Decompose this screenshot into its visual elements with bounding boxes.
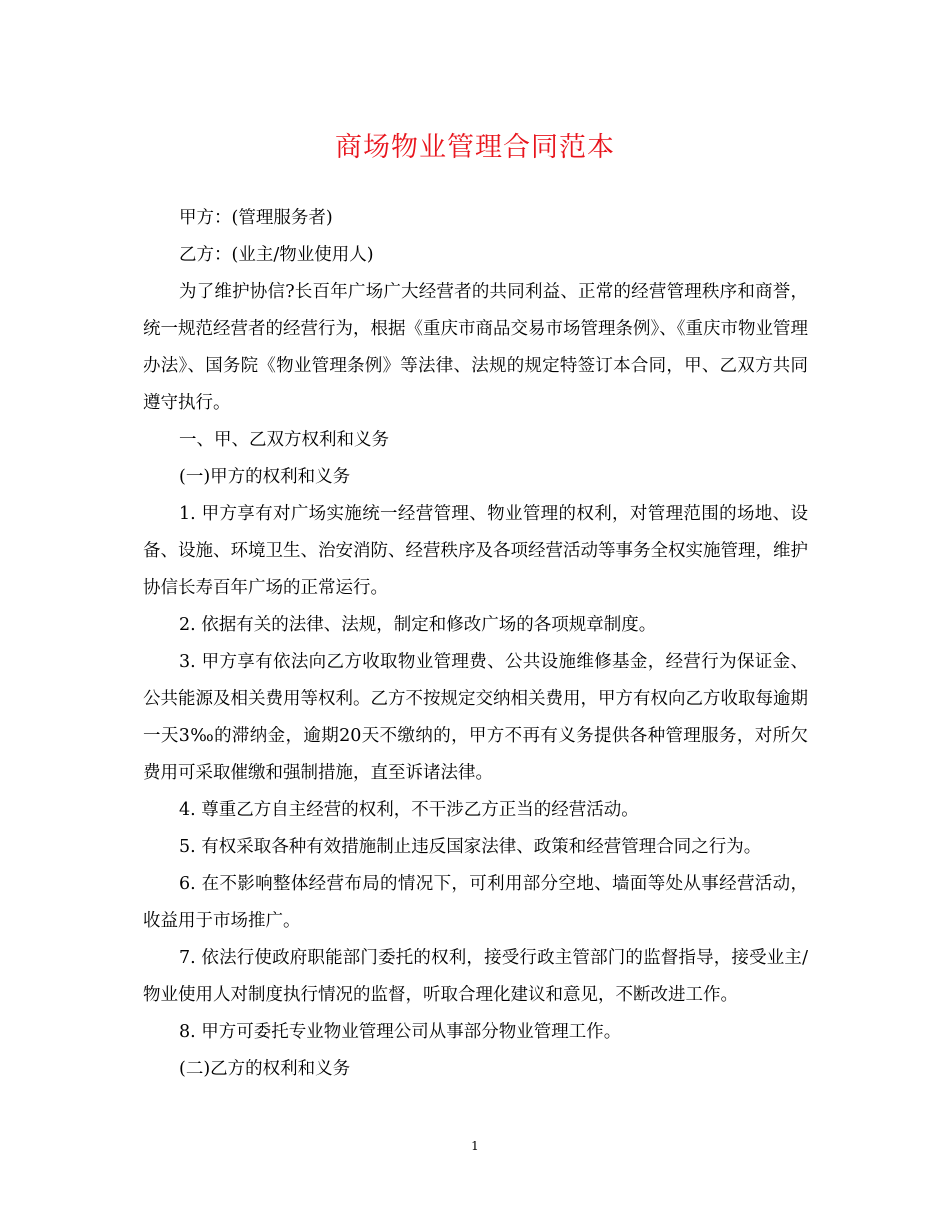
clause-2: 2. 依据有关的法律、法规，制定和修改广场的各项规章制度。 (179, 615, 657, 635)
clause-6: 6. 在不影响整体经营布局的情况下，可利用部分空地、墙面等处从事经营活动，收益用于市场推广。 (143, 874, 808, 931)
clause-1: 1. 甲方享有对广场实施统一经营管理、物业管理的权利，对管理范围的场地、设备、设施、环境卫生、治安消防、经营秩序及各项经营活动等事务全权实施管理，维护协信长寿百年广场的正常运行。 (143, 504, 808, 598)
preamble-paragraph: 为了维护协信?长百年广场广大经营者的共同利益、正常的经营管理秩序和商誉，统一规范经营者的经营行为，根据《重庆市商品交易市场管理条例》、《重庆市物业管理办法》、国务院《物业管理条例》等法律、法规的规定特签订本合同，甲、乙双方共同遵守执行。 (143, 282, 808, 413)
section-heading-rights-obligations: 一、甲、乙双方权利和义务 (179, 430, 389, 450)
document-title: 商场物业管理合同范本 (335, 132, 615, 163)
page-number: 1 (471, 1139, 479, 1153)
subsection-heading-party-a: (一)甲方的权利和义务 (179, 467, 351, 487)
clause-4: 4. 尊重乙方自主经营的权利，不干涉乙方正当的经营活动。 (179, 800, 639, 820)
clause-7: 7. 依法行使政府职能部门委托的权利，接受行政主管部门的监督指导，接受业主/物业使用人对制度执行情况的监督，听取合理化建议和意见，不断改进工作。 (143, 948, 808, 1005)
clause-5: 5. 有权采取各种有效措施制止违反国家法律、政策和经营管理合同之行为。 (179, 837, 762, 857)
clause-8: 8. 甲方可委托专业物业管理公司从事部分物业管理工作。 (179, 1022, 622, 1042)
subsection-heading-party-b: (二)乙方的权利和义务 (179, 1059, 351, 1079)
document-body (143, 200, 808, 1088)
party-b-line: 乙方：(业主/物业使用人) (179, 245, 374, 265)
clause-3: 3. 甲方享有依法向乙方收取物业管理费、公共设施维修基金，经营行为保证金、公共能源及相关费用等权利。乙方不按规定交纳相关费用，甲方有权向乙方收取每逾期一天3‰的滞纳金，逾期20天不缴纳的，甲方不再有义务提供各种管理服务，对所欠费用可采取催缴和强制措施，直至诉诸法律。 (143, 652, 808, 783)
party-a-line: 甲方：(管理服务者) (179, 208, 333, 228)
